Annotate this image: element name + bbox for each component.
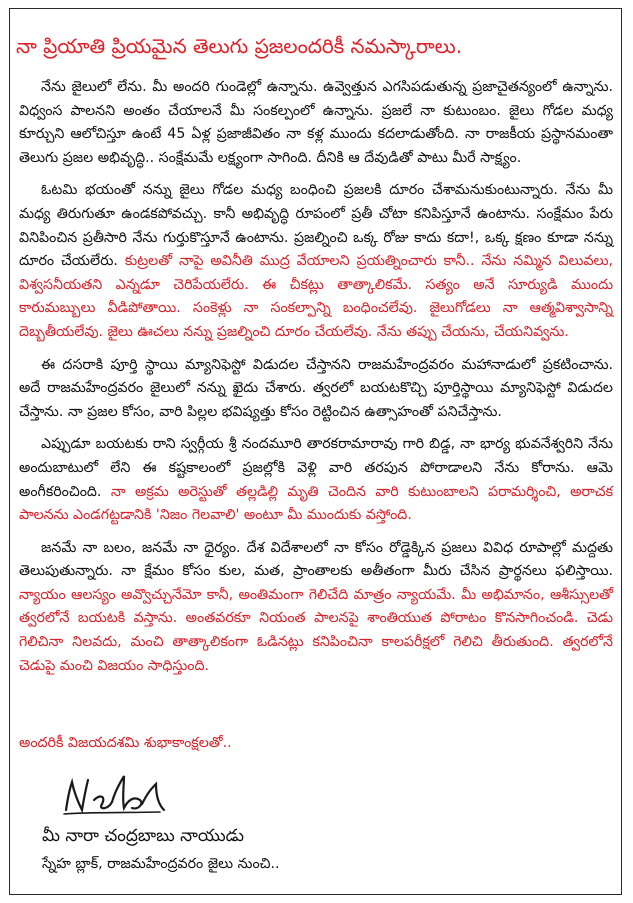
paragraph-4-red-text: నా అక్రమ అరెస్టుతో తల్లడిల్లి మృతి చెందిన వారి కుటుంబాలని పరామర్శించి, అరాచక పాలనను ఎండగట్టడానికి 'నిజం గెలవాలి' అంటూ మీ ముందుకు వస్తోంది. [19, 483, 613, 524]
letter-greeting-title: నా ప్రియాతి ప్రియమైన తెలుగు ప్రజలందరికీ నమస్కారాలు. [16, 34, 463, 58]
letter-body [19, 76, 613, 687]
signatory-name: మీ నారా చంద్రబాబు నాయుడు [42, 826, 245, 846]
handwritten-signature [60, 770, 170, 818]
paragraph-3-text: ఈ దసరాకి పూర్తి స్థాయి మ్యానిఫెస్టో విడుదల చేస్తానని రాజమహేంద్రవరం మహానాడులో ప్రకటించాను. అదే రాజమహేంద్రవరం జైలులో నన్ను ఖైదు చేశారు. త్వరలో బయటకొచ్చి పూర్తిస్థాయి మ్యానిఫెస్టో విడుదల చేస్తాను. నా ప్రజల కోసం, వారి పిల్లల భవిష్యత్తు కోసం రెట్టించిన ఉత్సాహంతో పనిచేస్తాను. [19, 356, 613, 420]
paragraph-1-text: నేను జైలులో లేను. మీ అందరి గుండెల్లో ఉన్నాను. ఉవ్వెత్తున ఎగసిపడుతున్న ప్రజాచైతన్యంలో ఉన్నాను. విధ్వంస పాలనని అంతం చేయాలనే మీ సంకల్పంలో ఉన్నాను. ప్రజలే నా కుటుంబం. జైలు గోడల మధ్య కూర్చుని ఆలోచిస్తూ ఉంటే 45 ఏళ్ల ప్రజాజీవితం నా కళ్ల ముందు కదలాడుతోంది. నా రాజకీయ ప్రస్థానమంతా తెలుగు ప్రజల అభివృద్ధి.. సంక్షేమమే లక్ష్యంగా సాగింది. దీనికి ఆ దేవుడితో పాటు మీరే సాక్ష్యం. [19, 79, 613, 166]
signatory-location: స్నేహ బ్లాక్, రాజమహేంద్రవరం జైలు నుంచి.. [42, 856, 280, 872]
paragraph-2-red-text: కుట్రలతో నాపై అవినీతి ముద్ర వేయాలని ప్రయత్నించారు కానీ.. నేను నమ్మిన విలువలు, విశ్వసనీయతని ఎన్నడూ చెరిపేయలేరు. ఈ చీకట్లు తాత్కాలికమే. సత్యం అనే సూర్యుడి ముందు కారుమబ్బులు వీడిపోతాయి. సంకెళ్లు నా సంకల్పాన్ని బంధించలేవు. జైలుగోడలు నా ఆత్మవిశ్వాసాన్ని దెబ్బతీయలేవు. జైలు ఊచలు నన్ను ప్రజల్నించి దూరం చేయలేవు. నేను తప్పు చేయను, చేయనివ్వను. [19, 253, 614, 340]
paragraph-2-black-text: ఓటమి భయంతో నన్ను జైలు గోడల మధ్య బంధించి ప్రజలకి దూరం చేశామనుకుంటున్నారు. నేను మీ మధ్య తిరుగుతూ ఉండకపోవచ్చు. కానీ అభివృద్ధి రూపంలో ప్రతీ చోటా కనిపిస్తూనే ఉంటాను. సంక్షేమం పేరు వినిపించిన ప్రతీసారి నేను గుర్తుకొస్తూనే ఉంటాను. ప్రజల్నించి ఒక్క రోజు కాదు కదా!, ఒక్క క్షణం కూడా నన్ను దూరం చేయలేరు. [19, 182, 613, 270]
paragraph-5-red-text: న్యాయం ఆలస్యం అవ్వొచ్చునేమో కానీ, అంతిమంగా గెలిచేది మాత్రం న్యాయమే. మీ అభిమానం, ఆశీస్సులతో త్వరలోనే బయటకి వస్తాను. అంతవరకూ నియంత పాలనపై శాంతియుత పోరాటం కొనసాగించండి. చెడు గెలిచినా నిలవదు, మంచి తాత్కాలికంగా ఓడినట్లు కనిపించినా కాలపరీక్షలో గెలిచి తీరుతుంది. త్వరలోనే చెడుపై మంచి విజయం సాధిస్తుంది. [19, 586, 613, 674]
paragraph-5-black-text: జనమే నా బలం, జనమే నా ధైర్యం. దేశ విదేశాలలో నా కోసం రోడ్డెక్కిన ప్రజలు వివిధ రూపాల్లో మద్దతు తెలుపుతున్నారు. నా క్షేమం కోసం కుల, మత, ప్రాంతాలకు అతీతంగా మీరు చేసిన ప్రార్థనలు ఫలిస్తాయి. [19, 539, 613, 580]
paragraph-2 [19, 179, 613, 344]
paragraph-4-black-text: ఎప్పుడూ బయటకు రాని స్వర్గీయ శ్రీ నందమూరి తారకరామారావు గారి బిడ్డ, నా భార్య భువనేశ్వరిని నేను అందుబాటులో లేని ఈ కష్టకాలంలో ప్రజల్లోకి వెళ్లి వారి తరపున పోరాడాలని నేను కోరాను. ఆమె అంగీకరించింది. [19, 436, 613, 500]
paragraph-4 [19, 433, 613, 527]
closing-wishes: అందరికీ విజయదశమి శుభాకాంక్షలతో.. [19, 735, 232, 751]
paragraph-5 [19, 537, 613, 679]
paragraph-1 [19, 76, 613, 170]
paragraph-3 [19, 354, 613, 425]
